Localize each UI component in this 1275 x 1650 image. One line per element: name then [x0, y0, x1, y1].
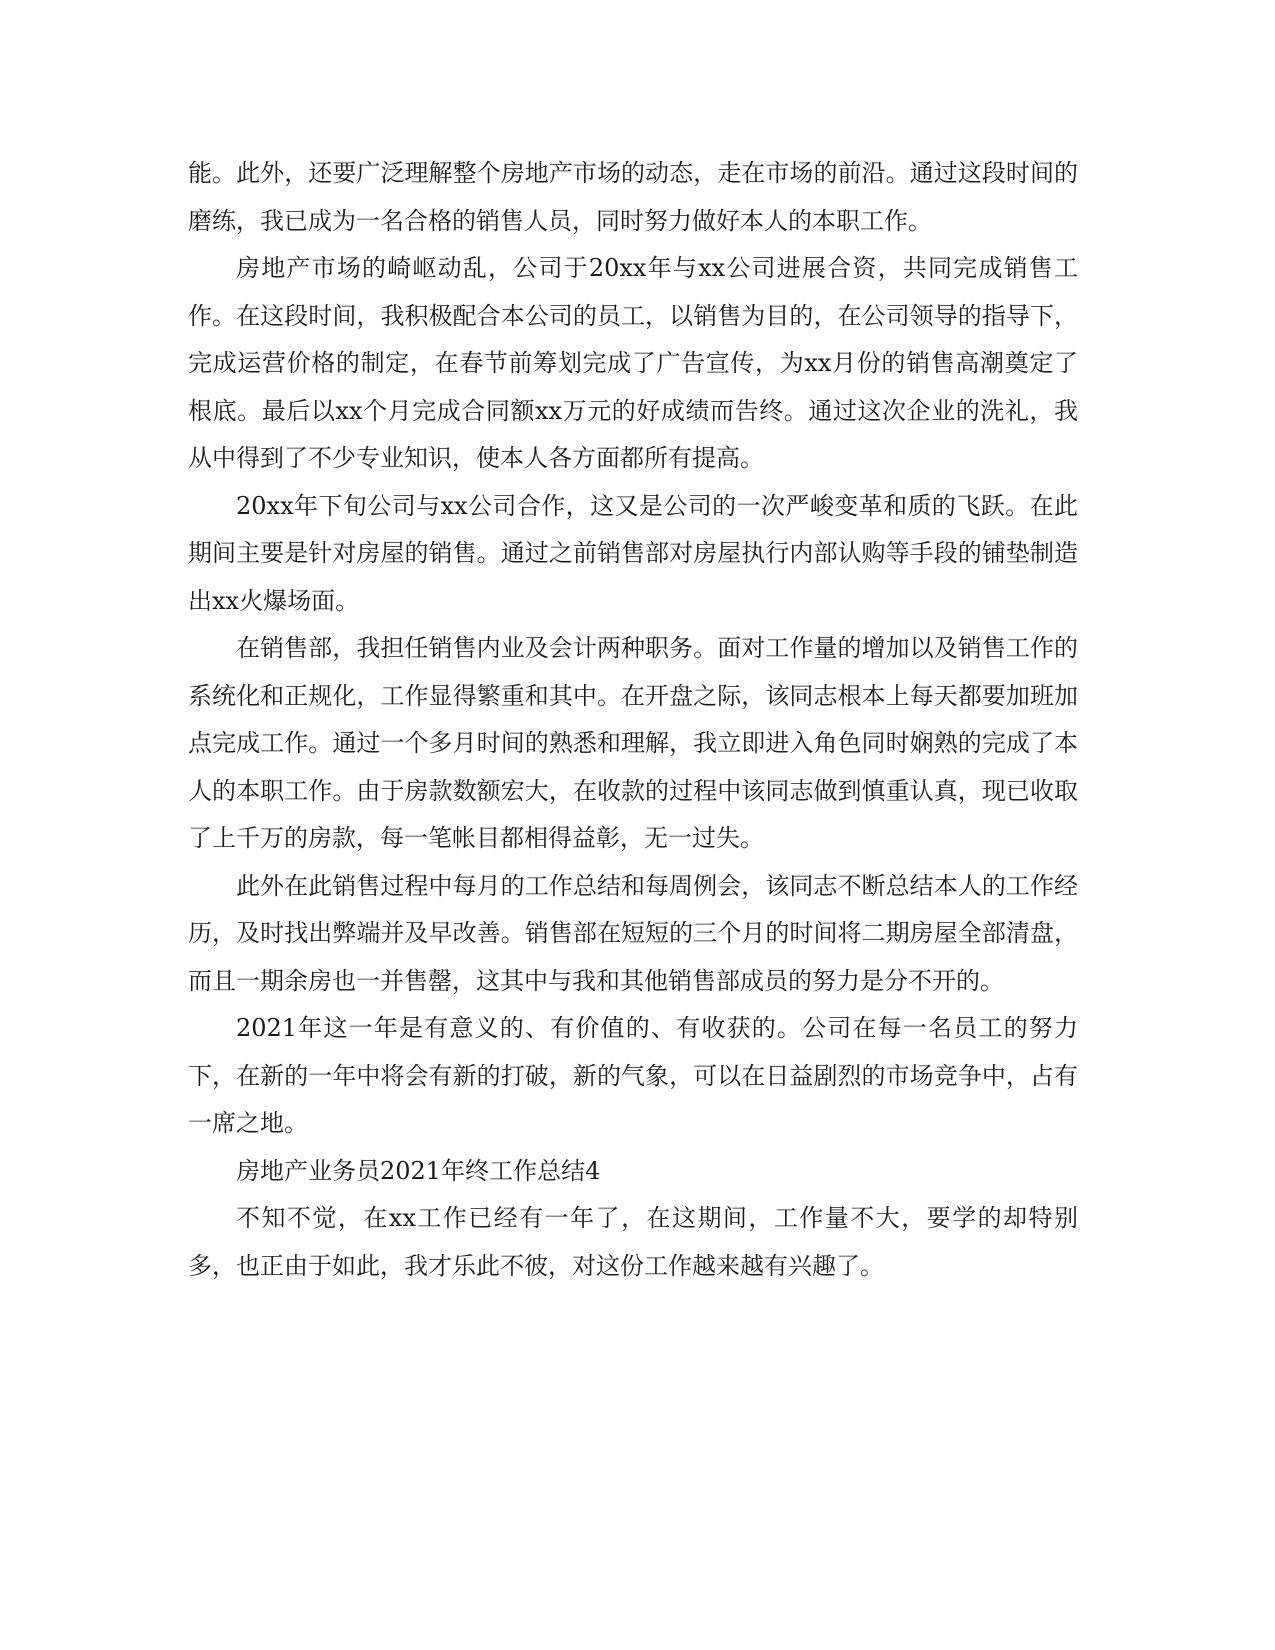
paragraph-sales-department: 在销售部，我担任销售内业及会计两种职务。面对工作量的增加以及销售工作的系统化和正规化，工作显得繁重和其中。在开盘之际，该同志根本上每天都要加班加点完成工作。通过一个多月时间的熟悉和理解，我立即进入角色同时娴熟的完成了本人的本职工作。由于房款数额宏大，在收款的过程中该同志做到慎重认真，现已收取了上千万的房款，每一笔帐目都相得益彰，无一过失。 [188, 634, 1078, 852]
document-body [188, 150, 1078, 1290]
paragraph-cooperation: 20xx年下旬公司与xx公司合作，这又是公司的一次严峻变革和质的飞跃。在此期间主要是针对房屋的销售。通过之前销售部对房屋执行内部认购等手段的铺垫制造出xx火爆场面。 [188, 491, 1078, 615]
paragraph-monthly-summary: 此外在此销售过程中每月的工作总结和每周例会，该同志不断总结本人的工作经历，及时找出弊端并及早改善。销售部在短短的三个月的时间将二期房屋全部清盘，而且一期余房也一并售罄，这其中与我和其他销售部成员的努力是分不开的。 [188, 871, 1078, 995]
paragraph-joint-venture: 房地产市场的崎岖动乱，公司于20xx年与xx公司进展合资，共同完成销售工作。在这段时间，我积极配合本公司的员工，以销售为目的，在公司领导的指导下，完成运营价格的制定，在春节前筹划完成了广告宣传，为xx月份的销售高潮奠定了根底。最后以xx个月完成合同额xx万元的好成绩而告终。通过这次企业的洗礼，我从中得到了不少专业知识，使本人各方面都所有提高。 [188, 254, 1078, 472]
section-heading: 房地产业务员2021年终工作总结4 [236, 1156, 601, 1185]
paragraph-year-review: 2021年这一年是有意义的、有价值的、有收获的。公司在每一名员工的努力下，在新的一年中将会有新的打破，新的气象，可以在日益剧烈的市场竞争中，占有一席之地。 [188, 1014, 1078, 1137]
paragraph-intro: 不知不觉，在xx工作已经有一年了，在这期间，工作量不大，要学的却特别多，也正由于如此，我才乐此不彼，对这份工作越来越有兴趣了。 [188, 1204, 1078, 1280]
paragraph-continuation: 能。此外，还要广泛理解整个房地产市场的动态，走在市场的前沿。通过这段时间的磨练，我已成为一名合格的销售人员，同时努力做好本人的本职工作。 [188, 159, 1078, 235]
